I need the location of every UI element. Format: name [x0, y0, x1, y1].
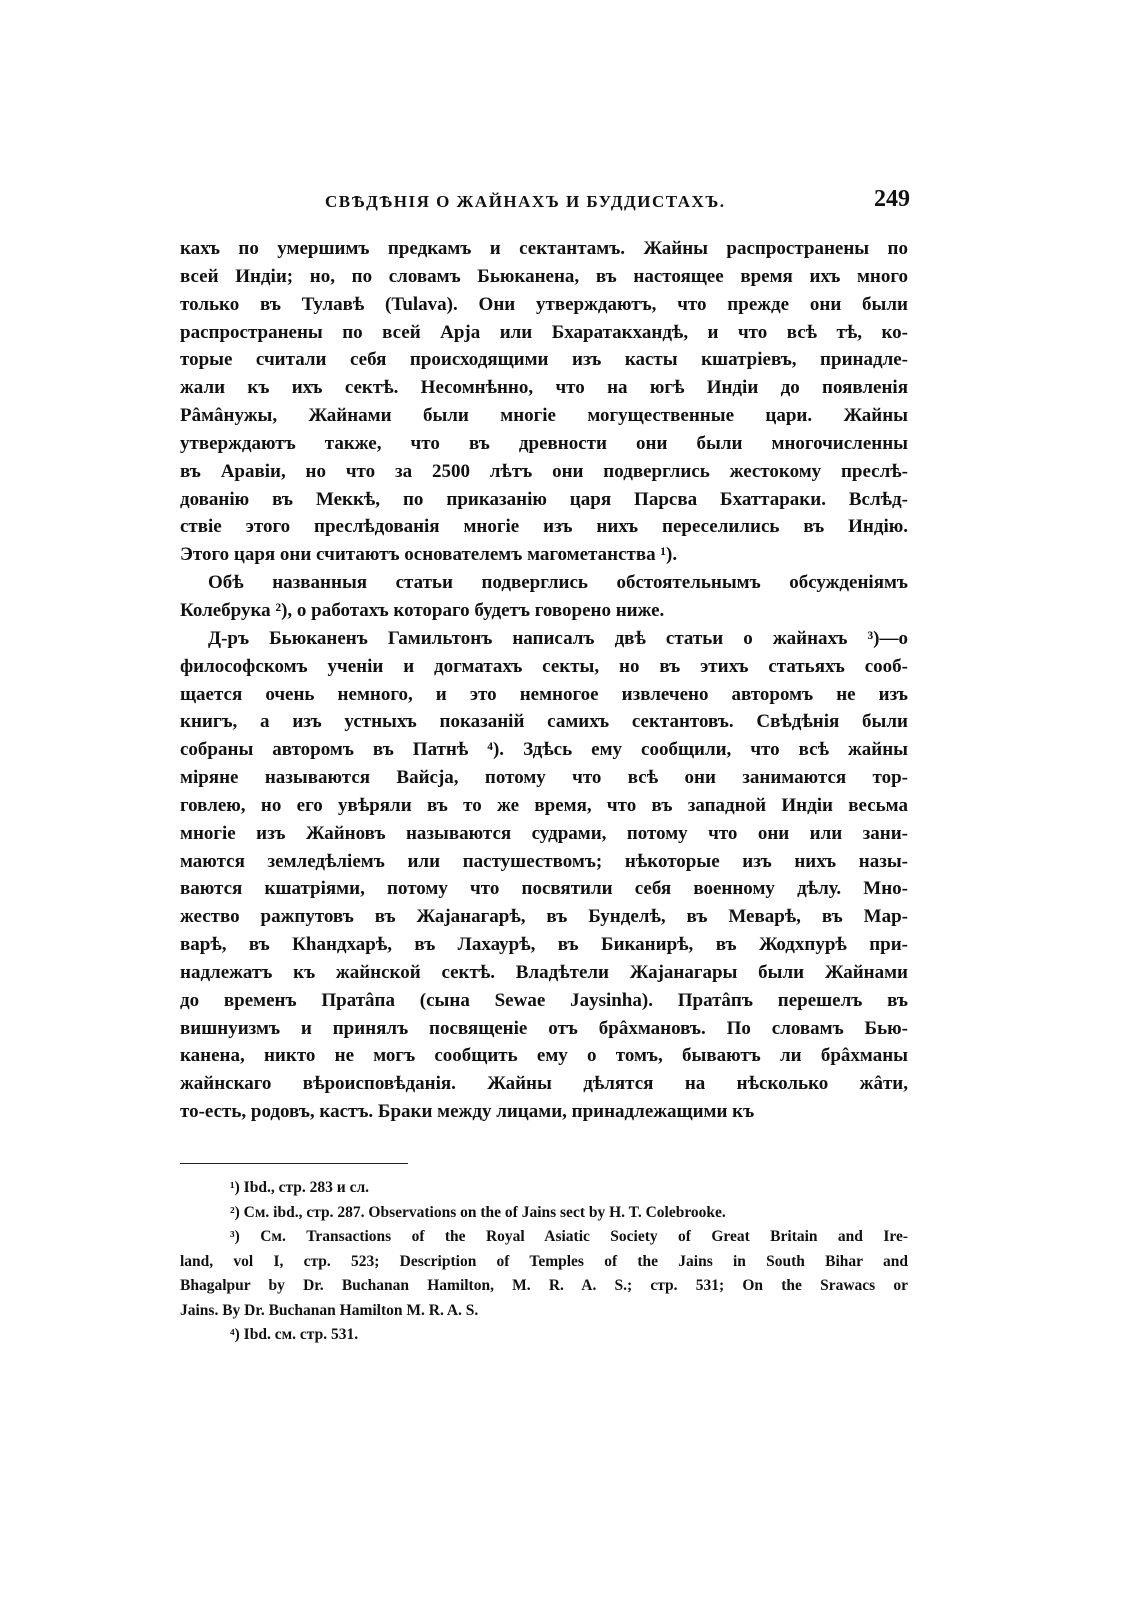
- paragraph: [180, 569, 908, 625]
- text-line: торые считали себя происходящими изъ касты кшатріевъ, принадле-: [180, 349, 908, 371]
- text-line: Колебрука ²), о работахъ котораго будетъ говорено ниже.: [180, 599, 665, 621]
- text-line: вишнуизмъ и принялъ посвященіе отъ брâхмановъ. По словамъ Бью-: [180, 1017, 908, 1039]
- footnote: [180, 1201, 908, 1226]
- footnote-line: land, vol I, стр. 523; Description of Temples of the Jains in South Bihar and: [180, 1252, 908, 1270]
- text-line: жайнскаго вѣроисповѣданія. Жайны дѣлятся на нѣсколько жâти,: [180, 1073, 908, 1095]
- text-line: жали къ ихъ сектѣ. Несомнѣнно, что на югѣ Индіи до появленія: [180, 377, 908, 399]
- text-line: до временъ Пратâпа (сына Sewae Jaysinha). Пратâпъ перешелъ въ: [180, 989, 908, 1011]
- text-line: то-есть, родовъ, кастъ. Браки между лицами, принадлежащими къ: [180, 1101, 755, 1123]
- footnote-divider: [180, 1163, 408, 1164]
- text-line: маются земледѣліемъ или пастушествомъ; нѣкоторые изъ нихъ назы-: [180, 850, 908, 872]
- footnote: [180, 1225, 908, 1323]
- text-line: утверждаютъ также, что въ древности они были многочисленны: [180, 432, 908, 454]
- text-line: философскомъ ученіи и догматахъ секты, но въ этихъ статьяхъ сооб-: [180, 655, 908, 677]
- footnote-line: Jains. By Dr. Buchanan Hamilton M. R. A. S.: [180, 1301, 479, 1319]
- paragraph: [180, 625, 908, 1126]
- text-line: только въ Тулавѣ (Tulava). Они утверждаютъ, что прежде они были: [180, 293, 908, 315]
- text-line: варѣ, въ Кhандхарѣ, въ Лахаурѣ, въ Биканирѣ, въ Жодхпурѣ при-: [180, 934, 908, 956]
- footnote: [180, 1323, 908, 1348]
- page-number: 249: [874, 186, 910, 212]
- footnote: [180, 1176, 908, 1201]
- footnote-line: ³) См. Transactions of the Royal Asiatic Society of Great Britain and Ire-: [230, 1228, 908, 1245]
- paragraph: [180, 235, 908, 569]
- text-line: многіе изъ Жайновъ называются судрами, потому что они или зани-: [180, 822, 908, 844]
- text-line: собраны авторомъ въ Патнѣ ⁴). Здѣсь ему сообщили, что всѣ жайны: [180, 739, 908, 761]
- text-line: надлежатъ къ жайнской сектѣ. Владѣтели Жајанагары были Жайнами: [180, 961, 908, 983]
- text-line: канена, никто не могъ сообщить ему о томъ, бываютъ ли брâхманы: [180, 1045, 908, 1067]
- footnote-line: ⁴) Ibd. см. стр. 531.: [230, 1326, 359, 1343]
- text-line: Этого царя они считаютъ основателемъ магометанства ¹).: [180, 544, 678, 566]
- text-line: ствіе этого преслѣдованія многіе изъ нихъ переселились въ Индію.: [180, 516, 908, 538]
- footnote-line: ¹) Ibd., стр. 283 и сл.: [230, 1179, 370, 1196]
- text-line: книгъ, а изъ устныхъ показаній самихъ сектантовъ. Свѣдѣнія были: [180, 711, 908, 733]
- page-header: [310, 186, 910, 222]
- footnote-line: Bhagalpur by Dr. Buchanan Hamilton, M. R. A. S.; стр. 531; On the Srawacs or: [180, 1277, 908, 1294]
- text-line: говлею, но его увѣряли въ то же время, что въ западной Индіи весьма: [180, 794, 908, 816]
- text-line: всей Индіи; но, по словамъ Бьюканена, въ настоящее время ихъ много: [180, 265, 908, 287]
- text-line: Рâмâнужы, Жайнами были многіе могущественные цари. Жайны: [180, 405, 908, 427]
- text-line: Д-ръ Бьюканенъ Гамильтонъ написалъ двѣ статьи о жайнахъ ³)—о: [208, 627, 908, 649]
- running-head: СВѢДѢНІЯ О ЖАЙНАХЪ И БУДДИСТАХЪ.: [325, 192, 726, 211]
- text-line: кахъ по умершимъ предкамъ и сектантамъ. Жайны распространены по: [180, 238, 908, 259]
- text-line: распространены по всей Арја или Бхаратакхандѣ, и что всѣ тѣ, ко-: [180, 321, 908, 343]
- footnotes: [180, 1176, 908, 1348]
- text-line: ваются кшатріями, потому что посвятили себя военному дѣлу. Мно-: [180, 878, 908, 900]
- text-line: жество ражпутовъ въ Жајанагарѣ, въ Бунделѣ, въ Меварѣ, въ Мар-: [180, 906, 908, 928]
- text-line: міряне называются Вайсја, потому что всѣ они занимаются тор-: [180, 767, 908, 789]
- text-line: дованію въ Меккѣ, по приказанію царя Парсва Бхаттараки. Вслѣд-: [180, 488, 908, 510]
- text-line: щается очень немного, и это немногое извлечено авторомъ не изъ: [180, 683, 908, 705]
- body-text: [180, 235, 908, 1126]
- text-line: въ Аравіи, но что за 2500 лѣтъ они подверглись жестокому преслѣ-: [180, 460, 908, 482]
- text-line: Обѣ названныя статьи подверглись обстоятельнымъ обсужденіямъ: [208, 572, 908, 594]
- footnote-line: ²) См. ibd., стр. 287. Observations on the of Jains sect by H. T. Colebrooke.: [230, 1203, 726, 1221]
